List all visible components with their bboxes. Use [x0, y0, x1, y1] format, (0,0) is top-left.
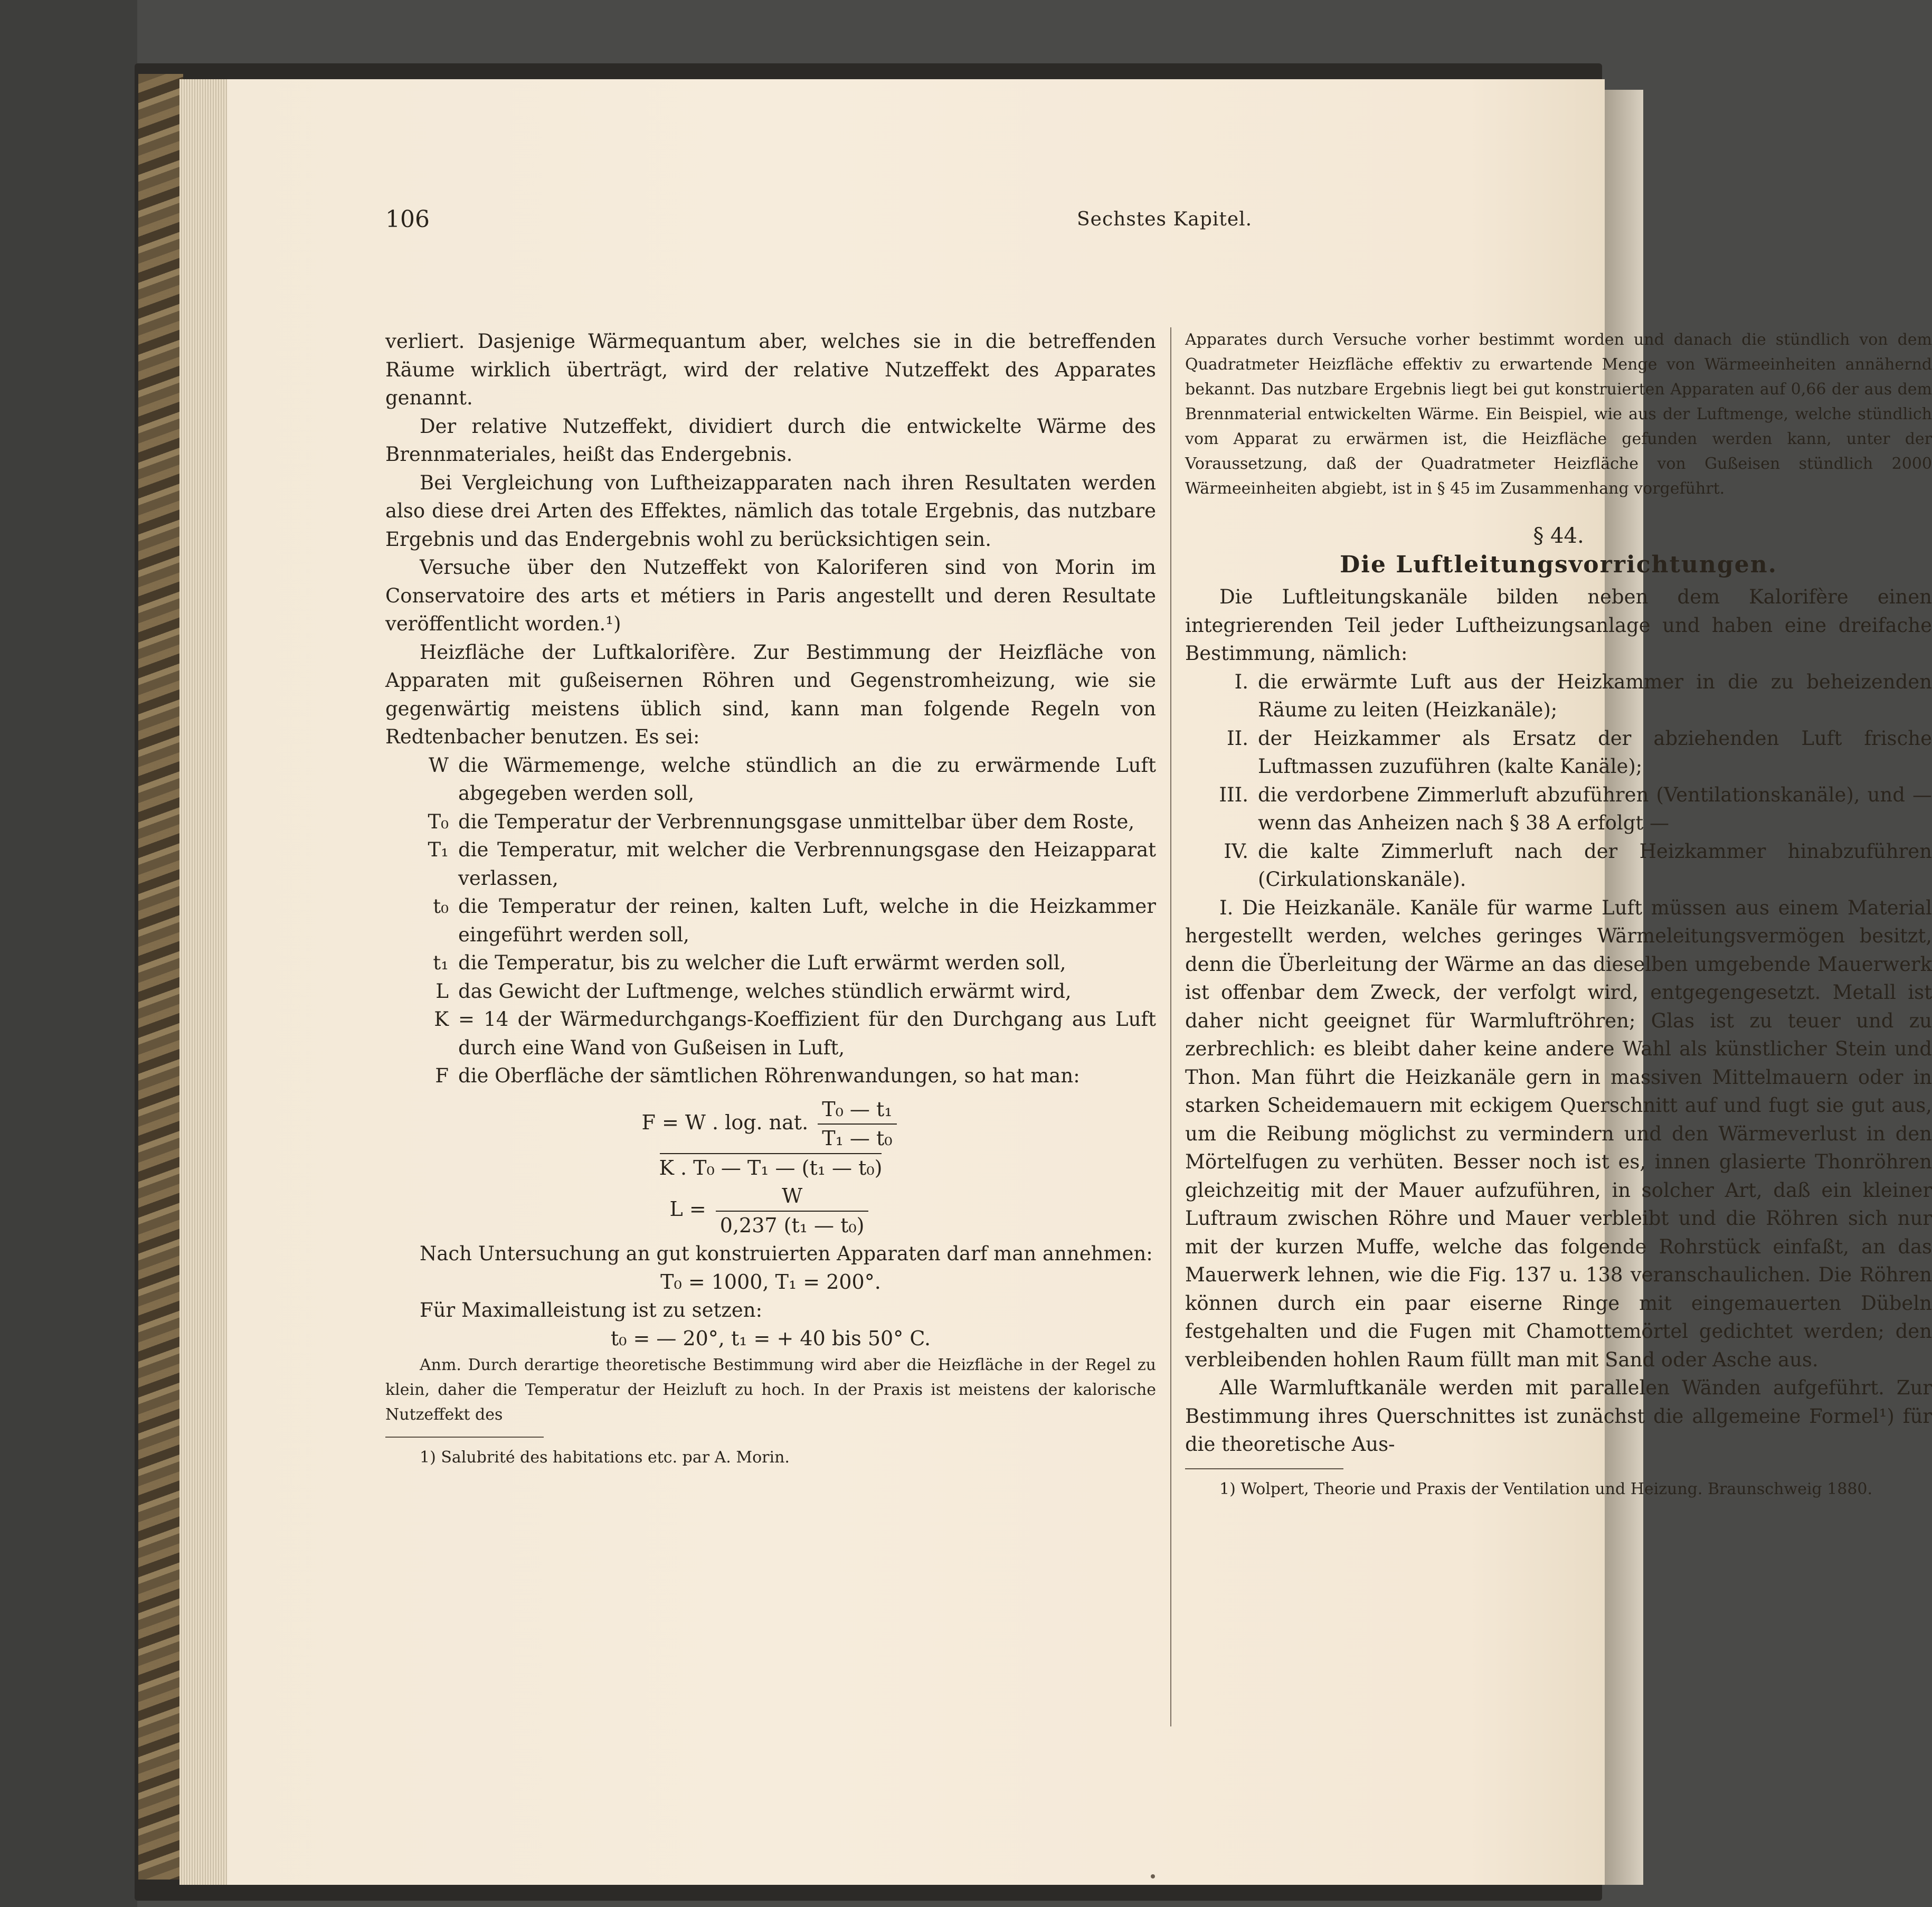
- symbol: K: [434, 1008, 449, 1031]
- definition-text: die Temperatur, mit welcher die Verbrennungsgase den Heizapparat verlassen,: [458, 838, 1156, 890]
- paragraph: Für Maximalleistung ist zu setzen:: [420, 1299, 763, 1321]
- footnote-rule: [385, 1437, 544, 1438]
- list-label: IV.: [1224, 839, 1248, 863]
- definitions-list: [385, 751, 1156, 1090]
- formula-lhs: L =: [669, 1197, 706, 1221]
- symbol: T₁: [428, 838, 449, 861]
- formula-L: [385, 1182, 1156, 1240]
- paragraph: Alle Warmluftkanäle werden mit parallelen Wänden aufgeführt. Zur Bestimmung ihres Querschnittes ist zunächst die allgemeine Formel¹) für die theoretische Aus-: [1185, 1376, 1932, 1456]
- definition-item: [385, 751, 1156, 808]
- formula-fraction: [818, 1096, 896, 1153]
- definition-text: die Wärmemenge, welche stündlich an die zu erwärmende Luft abgegeben werden soll,: [458, 753, 1156, 805]
- symbol: t₀: [433, 895, 449, 918]
- symbol: W: [428, 753, 449, 777]
- list-item: [1185, 724, 1932, 781]
- formula-t: t₀ = — 20°, t₁ = + 40 bis 50° C.: [610, 1326, 931, 1350]
- definition-item: [385, 808, 1156, 836]
- definition-text: die Temperatur der reinen, kalten Luft, welche in die Heizkammer eingeführt werden soll,: [458, 895, 1156, 946]
- paragraph: Die Luftleitungskanäle bilden neben dem Kalorifère einen integrierenden Teil jeder Luftheizungsanlage und haben eine dreifache Bestimmung, nämlich:: [1185, 586, 1932, 665]
- paragraph: I. Die Heizkanäle. Kanäle für warme Luft müssen aus einem Material hergestellt werden, welches geringes Wärmeleitungsvermögen besitzt, denn die Überleitung der Wärme an das dieselben umgebende Mauerwerk ist offenbar dem Zweck, der verfolgt wird, entgegengesetzt. Metall ist daher nicht geeignet für Warmluftröhren; Glas ist zu teuer und zu zerbrechlich: es bleibt daher keine andere Wahl als künstlicher Stein und Thon. Man führt die Heizkanäle gern in massiven Mittelmauern oder in starken Scheidemauern mit eckigem Querschnitt auf und fugt sie gut aus, um die Reibung möglichst zu vermindern und den Wärmeverlust in den Mörtelfugen zu verhüten. Besser noch ist es, innen glasierte Thonröhren gleichzeitig mit der Mauer aufzuführen, in solcher Art, daß ein kleiner Luftraum zwischen Röhre und Mauer verbleibt und die Röhren sich nur mit der kurzen Muffe, welche das folgende Rohrstück einfaßt, an das Mauerwerk lehnen, wie die Fig. 137 u. 138 veranschaulichen. Die Röhren können durch ein paar eiserne Ringe mit eingemauerten Dübeln festgehalten und die Fugen mit Chamottemörtel gedichtet werden; den verbleibenden hohlen Raum füllt man mit Sand oder Asche aus.: [1185, 896, 1932, 1371]
- list-text: die kalte Zimmerluft nach der Heizkammer hinabzuführen (Cirkulationskanäle).: [1258, 839, 1932, 891]
- formula-denominator: K . T₀ — T₁ — (t₁ — t₀): [659, 1156, 883, 1179]
- page-edges: [179, 79, 230, 1885]
- definition-text: die Temperatur, bis zu welcher die Luft erwärmt werden soll,: [458, 951, 1066, 974]
- symbol: T₀: [428, 810, 449, 833]
- fraction-numerator: W: [716, 1182, 869, 1212]
- symbol: F: [435, 1064, 449, 1087]
- list-label: II.: [1227, 726, 1248, 750]
- definition-item: [385, 836, 1156, 892]
- running-head: Sechstes Kapitel.: [1077, 209, 1253, 230]
- definition-text: = 14 der Wärmedurchgangs-Koeffizient für den Durchgang aus Luft durch eine Wand von Gußeisen in Luft,: [458, 1008, 1156, 1059]
- page-number: 106: [385, 206, 430, 233]
- formula-lhs: F = W . log. nat.: [641, 1110, 809, 1134]
- definition-item: [385, 892, 1156, 949]
- definition-text: das Gewicht der Luftmenge, welches stündlich erwärmt wird,: [458, 979, 1072, 1003]
- definition-item: [385, 977, 1156, 1006]
- symbol: L: [435, 979, 449, 1003]
- annotation-continued: Apparates durch Versuche vorher bestimmt worden und danach die stündlich von dem Quadratmeter Heizfläche effektiv zu erwartende Menge von Wärmeeinheiten annähernd bekannt. Das nutzbare Ergebnis liegt bei gut konstruierten Apparaten auf 0,66 der aus dem Brennmaterial entwickelten Wärme. Ein Beispiel, wie aus der Luftmenge, welche stündlich vom Apparat zu erwärmen ist, die Heizfläche gefunden werden kann, unter der Voraussetzung, daß der Quadratmeter Heizfläche von Gußeisen stündlich 2000 Wärmeeinheiten abgiebt, ist in § 45 im Zusammenhang vorgeführt.: [1185, 331, 1932, 498]
- section-title: Die Luftleitungsvorrichtungen.: [1340, 551, 1777, 578]
- definition-item: [385, 1005, 1156, 1062]
- definition-text: die Oberfläche der sämtlichen Röhrenwandungen, so hat man:: [458, 1064, 1080, 1087]
- list-label: III.: [1219, 783, 1248, 806]
- fraction-numerator: T₀ — t₁: [818, 1096, 896, 1125]
- fraction-denominator: 0,237 (t₁ — t₀): [719, 1213, 865, 1237]
- definition-text: die Temperatur der Verbrennungsgase unmittelbar über dem Roste,: [458, 810, 1135, 833]
- right-column: [1185, 327, 1932, 1502]
- footnote-rule: [1185, 1468, 1343, 1469]
- paragraph: Heizfläche der Luftkalorifère. Zur Bestimmung der Heizfläche von Apparaten mit gußeisernen Röhren und Gegenstromheizung, wie sie gegenwärtig meistens üblich sind, kann man folgende Regeln von Redtenbacher benutzen. Es sei:: [385, 640, 1156, 748]
- formula-fraction: [716, 1182, 869, 1240]
- paragraph: verliert. Dasjenige Wärmequantum aber, welches sie in die betreffenden Räume wirklich überträgt, wird der relative Nutzeffekt des Apparates genannt.: [385, 330, 1156, 409]
- left-column: [385, 327, 1156, 1470]
- definition-item: [385, 1062, 1156, 1090]
- list-item: [1185, 781, 1932, 837]
- footnote: 1) Wolpert, Theorie und Praxis der Ventilation und Heizung. Braunschweig 1880.: [1219, 1479, 1873, 1498]
- definition-item: [385, 949, 1156, 977]
- paper-speck: [1151, 1874, 1155, 1878]
- marbled-edge: [138, 74, 183, 1880]
- list-text: die erwärmte Luft aus der Heizkammer in die zu beheizenden Räume zu leiten (Heizkanäle);: [1258, 670, 1932, 721]
- column-divider: [1170, 327, 1171, 1726]
- fraction-denominator: T₁ — t₀: [822, 1127, 893, 1150]
- paragraph: Der relative Nutzeffekt, dividiert durch die entwickelte Wärme des Brennmateriales, heißt das Endergebnis.: [385, 414, 1156, 466]
- list-text: der Heizkammer als Ersatz der abziehenden Luft frische Luftmassen zuzuführen (kalte Kanäle);: [1258, 726, 1932, 778]
- paragraph: Bei Vergleichung von Luftheizapparaten nach ihren Resultaten werden also diese drei Arten des Effektes, nämlich das totale Ergebnis, das nutzbare Ergebnis und das Endergebnis wohl zu berücksichtigen sein.: [385, 471, 1156, 551]
- formula-T: T₀ = 1000, T₁ = 200°.: [660, 1270, 881, 1294]
- list-item: [1185, 668, 1932, 724]
- symbol: t₁: [433, 951, 449, 974]
- list-item: [1185, 837, 1932, 894]
- section-number: § 44.: [1533, 524, 1584, 548]
- formula-F: [385, 1096, 1156, 1183]
- footnote: 1) Salubrité des habitations etc. par A. Morin.: [420, 1448, 790, 1467]
- background-left: [0, 0, 137, 1907]
- paragraph: Versuche über den Nutzeffekt von Kaloriferen sind von Morin im Conservatoire des arts et métiers in Paris angestellt und deren Resultate veröffentlicht worden.¹): [385, 556, 1156, 635]
- paragraph: Nach Untersuchung an gut konstruierten Apparaten darf man annehmen:: [420, 1242, 1153, 1265]
- list-label: I.: [1234, 670, 1248, 693]
- annotation: Anm. Durch derartige theoretische Bestimmung wird aber die Heizfläche in der Regel zu klein, daher die Temperatur der Heizluft zu hoch. In der Praxis ist meistens der kalorische Nutzeffekt des: [385, 1356, 1156, 1424]
- list-text: die verdorbene Zimmerluft abzuführen (Ventilationskanäle), und — wenn das Anheizen nach § 38 A erfolgt —: [1258, 783, 1932, 834]
- book-page: [227, 79, 1932, 1885]
